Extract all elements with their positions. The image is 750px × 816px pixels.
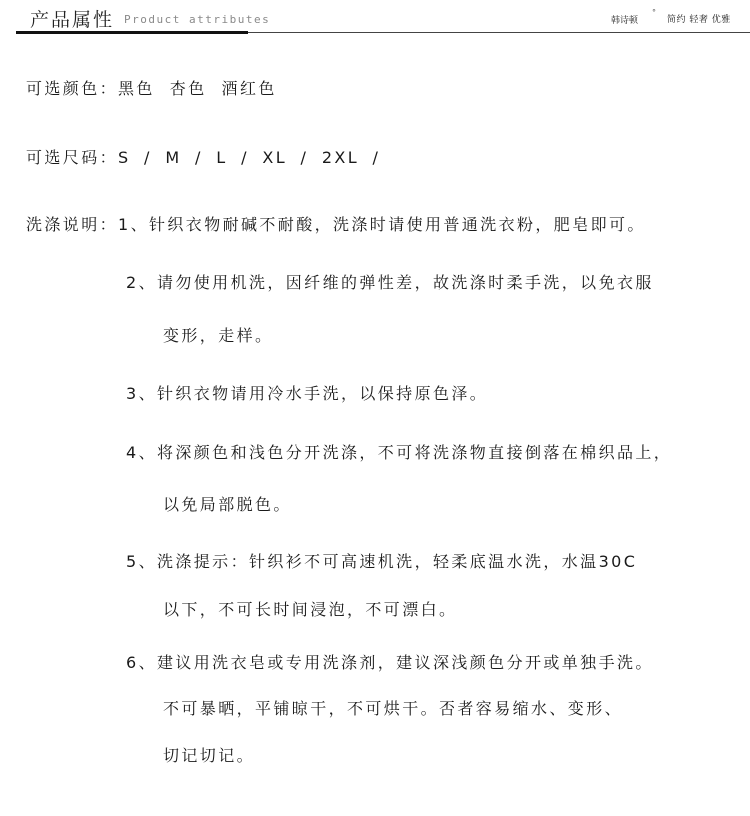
washing-instructions: [26, 212, 646, 235]
washing-item-2-cont: 变形，走样。: [163, 326, 274, 345]
washing-label: 洗涤说明：: [26, 215, 119, 234]
size-label: 可选尺码：: [26, 148, 119, 167]
washing-item-2: 2、请勿使用机洗，因纤维的弹性差，故洗涤时柔手洗，以免衣服: [126, 273, 654, 292]
brand-name: 韩诗顿: [611, 16, 639, 26]
washing-item-4: 4、将深颜色和浅色分开洗涤，不可将洗涤物直接倒落在棉织品上，: [126, 443, 673, 462]
header-accent-bar: [16, 31, 248, 34]
washing-item-5: 5、洗涤提示：针织衫不可高速机洗，轻柔底温水洗，水温30C: [126, 552, 638, 571]
washing-item-3: 3、针织衣物请用冷水手洗，以保持原色泽。: [126, 384, 489, 403]
color-label: 可选颜色：: [26, 79, 119, 98]
size-values: S / M / L / XL / 2XL /: [118, 148, 381, 167]
washing-item-6: 6、建议用洗衣皂或专用洗涤剂，建议深浅颜色分开或单独手洗。: [126, 653, 654, 672]
section-header: [0, 0, 750, 36]
washing-item-1: 1、针织衣物耐碱不耐酸，洗涤时请使用普通洗衣粉，肥皂即可。: [118, 215, 646, 234]
brand-mark: °: [652, 8, 656, 17]
size-options: [26, 145, 380, 168]
section-title: 产品属性: [30, 9, 115, 31]
color-values: 黑色 杏色 酒红色: [118, 79, 277, 98]
washing-item-4-cont: 以免局部脱色。: [163, 495, 292, 514]
washing-item-6-end: 切记切记。: [163, 746, 256, 765]
section-subtitle: Product attributes: [124, 13, 271, 26]
color-options: [26, 76, 277, 99]
brand-slogan: 简约 轻奢 优雅: [667, 15, 731, 25]
washing-item-5-cont: 以下，不可长时间浸泡，不可漂白。: [163, 600, 458, 619]
washing-item-6-cont: 不可暴晒，平铺晾干，不可烘干。否者容易缩水、变形、: [163, 699, 624, 718]
